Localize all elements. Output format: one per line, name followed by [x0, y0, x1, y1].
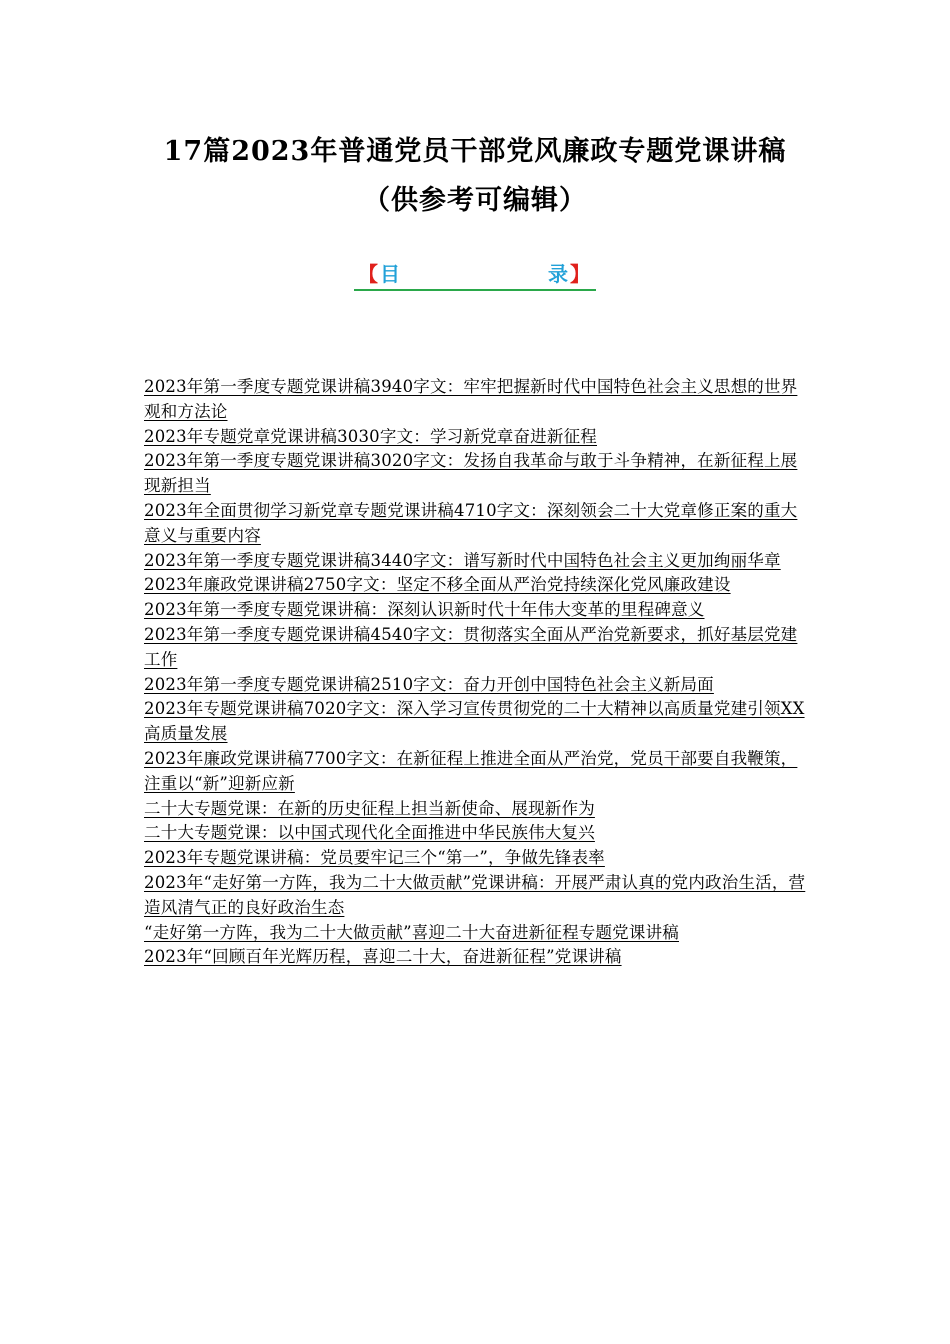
- toc-item: [144, 573, 810, 598]
- table-of-contents: [144, 375, 810, 970]
- toc-link[interactable]: 2023年专题党课讲稿7020字文：深入学习宣传贯彻党的二十大精神以高质量党建引领XX高质量发展: [144, 699, 805, 744]
- toc-link[interactable]: 2023年第一季度专题党课讲稿3020字文：发扬自我革命与敢于斗争精神，在新征程上展现新担当: [144, 451, 798, 496]
- toc-link[interactable]: 2023年第一季度专题党课讲稿4540字文：贯彻落实全面从严治党新要求，抓好基层党建工作: [144, 624, 798, 669]
- toc-item: [144, 846, 810, 871]
- toc-item: [144, 623, 810, 673]
- toc-link[interactable]: 2023年全面贯彻学习新党章专题党课讲稿4710字文：深刻领会二十大党章修正案的重大意义与重要内容: [144, 500, 798, 545]
- toc-link[interactable]: 2023年“走好第一方阵，我为二十大做贡献”党课讲稿：开展严肃认真的党内政治生活，营造风清气正的良好政治生态: [144, 872, 806, 917]
- toc-link[interactable]: 二十大专题党课：在新的历史征程上担当新使命、展现新作为: [144, 798, 595, 818]
- toc-link[interactable]: 2023年廉政党课讲稿2750字文：坚定不移全面从严治党持续深化党风廉政建设: [144, 575, 731, 595]
- toc-link[interactable]: 2023年第一季度专题党课讲稿3940字文：牢牢把握新时代中国特色社会主义思想的世界观和方法论: [144, 377, 798, 421]
- toc-item: [144, 499, 810, 549]
- toc-link[interactable]: 2023年第一季度专题党课讲稿3440字文：谱写新时代中国特色社会主义更加绚丽华章: [144, 550, 781, 570]
- toc-link[interactable]: 2023年第一季度专题党课讲稿：深刻认识新时代十年伟大变革的里程碑意义: [144, 600, 705, 620]
- toc-item: [144, 697, 810, 747]
- toc-link[interactable]: 2023年廉政党课讲稿7700字文：在新征程上推进全面从严治党，党员干部要自我鞭策，注重以“新”迎新应新: [144, 748, 798, 793]
- toc-item: [144, 598, 810, 623]
- toc-item: [144, 871, 810, 921]
- toc-link[interactable]: “走好第一方阵，我为二十大做贡献”喜迎二十大奋进新征程专题党课讲稿: [144, 922, 679, 942]
- toc-item: [144, 375, 810, 425]
- toc-item: [144, 921, 810, 946]
- toc-link[interactable]: 二十大专题党课：以中国式现代化全面推进中华民族伟大复兴: [144, 823, 595, 843]
- toc-item: [144, 425, 810, 450]
- toc-heading-bracket-right: 】: [570, 262, 590, 286]
- toc-heading: [354, 259, 596, 291]
- toc-link[interactable]: 2023年第一季度专题党课讲稿2510字文：奋力开创中国特色社会主义新局面: [144, 674, 714, 694]
- toc-link[interactable]: 2023年“回顾百年光辉历程，喜迎二十大，奋进新征程”党课讲稿: [144, 947, 622, 967]
- toc-link[interactable]: 2023年专题党章党课讲稿3030字文：学习新党章奋进新征程: [144, 426, 597, 446]
- toc-item: [144, 549, 810, 574]
- toc-heading-char-1: 目: [380, 262, 400, 286]
- toc-item: [144, 945, 810, 970]
- document-title: 17篇2023年普通党员干部党风廉政专题党课讲稿: [163, 136, 787, 167]
- toc-item: [144, 673, 810, 698]
- toc-heading-char-2: 录: [548, 262, 568, 286]
- toc-link[interactable]: 2023年专题党课讲稿：党员要牢记三个“第一”，争做先锋表率: [144, 848, 605, 868]
- toc-item: [144, 821, 810, 846]
- toc-item: [144, 449, 810, 499]
- toc-heading-bracket-left: 【: [358, 262, 378, 286]
- toc-item: [144, 747, 810, 797]
- toc-item: [144, 797, 810, 822]
- document-subtitle: （供参考可编辑）: [363, 185, 587, 216]
